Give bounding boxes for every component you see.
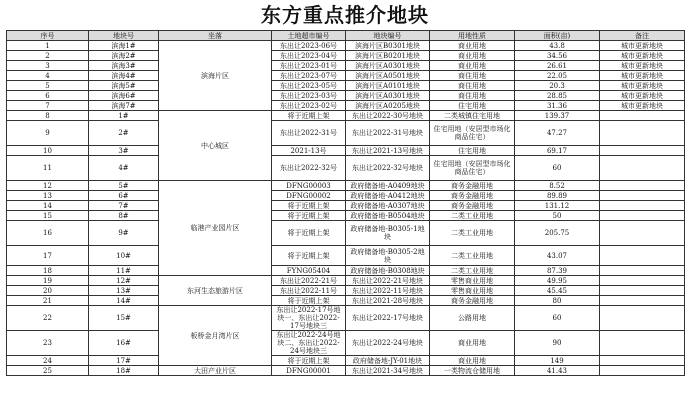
cell-note (600, 246, 685, 266)
cell-code: 政府储备地-A0307地块 (346, 201, 430, 211)
table-row (7, 191, 685, 201)
land-table (6, 30, 685, 376)
cell-no: 3 (7, 61, 89, 71)
cell-market: 将于近期上架 (272, 211, 346, 221)
cell-location: 板桥金月湾片区 (159, 306, 272, 366)
cell-market: 东出让2022-24号地块二、东出让2022-24号地块三 (272, 331, 346, 356)
cell-note (600, 181, 685, 191)
cell-note: 城市更新地块 (600, 51, 685, 61)
cell-plot: 滨海7# (89, 101, 159, 111)
cell-no: 22 (7, 306, 89, 331)
cell-use: 商业用地 (430, 356, 515, 366)
cell-use: 商业用地 (430, 331, 515, 356)
cell-area: 87.39 (515, 266, 600, 276)
cell-market: 东出让2022-21号 (272, 276, 346, 286)
cell-no: 23 (7, 331, 89, 356)
cell-no: 11 (7, 156, 89, 181)
cell-market: 东出让2022-31号 (272, 121, 346, 146)
cell-no: 7 (7, 101, 89, 111)
cell-market: 将于近期上架 (272, 246, 346, 266)
table-row (7, 331, 685, 356)
cell-no: 25 (7, 366, 89, 376)
table-row (7, 111, 685, 121)
col-header-land-use: 用地性质 (430, 31, 515, 41)
table-row (7, 61, 685, 71)
cell-note (600, 111, 685, 121)
cell-area: 149 (515, 356, 600, 366)
cell-note (600, 266, 685, 276)
cell-plot: 8# (89, 211, 159, 221)
cell-use: 零售商业用地 (430, 286, 515, 296)
table-row (7, 51, 685, 61)
cell-note (600, 221, 685, 246)
cell-plot: 滨海1# (89, 41, 159, 51)
cell-market: 东出让2022-11号 (272, 286, 346, 296)
table-row (7, 246, 685, 266)
cell-use: 二类工业用地 (430, 246, 515, 266)
cell-use: 公路用地 (430, 306, 515, 331)
col-header-market-code: 土地超市编号 (272, 31, 346, 41)
cell-note: 城市更新地块 (600, 41, 685, 51)
cell-plot: 15# (89, 306, 159, 331)
cell-code: 东出让2022-31号地块 (346, 121, 430, 146)
cell-area: 60 (515, 156, 600, 181)
col-header-note: 备注 (600, 31, 685, 41)
cell-market: 东出让2023-06号 (272, 41, 346, 51)
cell-use: 住宅用地（安居型市场化商品住宅） (430, 121, 515, 146)
cell-note: 城市更新地块 (600, 91, 685, 101)
cell-note (600, 306, 685, 331)
table-row (7, 91, 685, 101)
cell-code: 东出让2022-21号地块 (346, 276, 430, 286)
cell-code: 政府储备地-A0409地块 (346, 181, 430, 191)
table-row (7, 276, 685, 286)
table-row (7, 101, 685, 111)
cell-use: 商住用地 (430, 91, 515, 101)
cell-code: 东出让2021-34号地块 (346, 366, 430, 376)
cell-no: 5 (7, 81, 89, 91)
table-row (7, 201, 685, 211)
cell-note (600, 211, 685, 221)
cell-code: 政府储备地-B0305-1地块 (346, 221, 430, 246)
cell-code: 滨海片区A0301地块 (346, 91, 430, 101)
cell-code: 东出让2022-30号地块 (346, 111, 430, 121)
table-row (7, 211, 685, 221)
cell-market: 将于近期上架 (272, 201, 346, 211)
cell-no: 20 (7, 286, 89, 296)
cell-area: 90 (515, 331, 600, 356)
cell-use: 商务金融用地 (430, 181, 515, 191)
cell-no: 6 (7, 91, 89, 101)
cell-plot: 滨海6# (89, 91, 159, 101)
cell-code: 滨海片区B0301地块 (346, 41, 430, 51)
cell-plot: 12# (89, 276, 159, 286)
table-row (7, 71, 685, 81)
cell-market: 将于近期上架 (272, 221, 346, 246)
cell-note: 城市更新地块 (600, 71, 685, 81)
cell-plot: 11# (89, 266, 159, 276)
cell-market: 2021-13号 (272, 146, 346, 156)
cell-plot: 滨海5# (89, 81, 159, 91)
cell-no: 17 (7, 246, 89, 266)
cell-use: 商业用地 (430, 41, 515, 51)
table-row (7, 366, 685, 376)
cell-use: 一类物流仓储用地 (430, 366, 515, 376)
cell-note (600, 191, 685, 201)
table-row (7, 221, 685, 246)
cell-no: 13 (7, 191, 89, 201)
cell-no: 24 (7, 356, 89, 366)
cell-plot: 5# (89, 181, 159, 191)
cell-area: 47.27 (515, 121, 600, 146)
cell-use: 零售商业用地 (430, 276, 515, 286)
cell-area: 43.8 (515, 41, 600, 51)
col-header-location: 坐落 (159, 31, 272, 41)
cell-code: 政府储备地-B0305-2地块 (346, 246, 430, 266)
cell-use: 商业用地 (430, 51, 515, 61)
table-row (7, 296, 685, 306)
table-row (7, 81, 685, 91)
cell-plot: 滨海4# (89, 71, 159, 81)
cell-code: 滨海片区A0101地块 (346, 81, 430, 91)
cell-area: 69.17 (515, 146, 600, 156)
cell-use: 商业用地 (430, 61, 515, 71)
cell-code: 滨海片区B0201地块 (346, 51, 430, 61)
cell-note (600, 356, 685, 366)
cell-plot: 滨海2# (89, 51, 159, 61)
cell-location: 滨海片区 (159, 41, 272, 111)
cell-market: 东出让2023-02号 (272, 101, 346, 111)
cell-location: 临港产业园片区 (159, 181, 272, 276)
cell-area: 45.45 (515, 286, 600, 296)
cell-market: 东出让2023-05号 (272, 81, 346, 91)
cell-use: 商住用地 (430, 71, 515, 81)
cell-code: 政府储备地-B0504地块 (346, 211, 430, 221)
cell-plot: 16# (89, 331, 159, 356)
cell-plot: 18# (89, 366, 159, 376)
cell-code: 政府储备地-A0412地块 (346, 191, 430, 201)
cell-plot: 10# (89, 246, 159, 266)
cell-area: 205.75 (515, 221, 600, 246)
cell-no: 1 (7, 41, 89, 51)
table-row (7, 146, 685, 156)
cell-use: 商住用地 (430, 81, 515, 91)
cell-area: 20.3 (515, 81, 600, 91)
cell-market: DFNG00001 (272, 366, 346, 376)
cell-market: 东出让2023-01号 (272, 61, 346, 71)
cell-code: 滨海片区A0205地块 (346, 101, 430, 111)
cell-plot: 滨海3# (89, 61, 159, 71)
cell-market: FYNG05404 (272, 266, 346, 276)
cell-area: 22.05 (515, 71, 600, 81)
cell-plot: 4# (89, 156, 159, 181)
cell-market: 东出让2022-32号 (272, 156, 346, 181)
cell-note: 城市更新地块 (600, 61, 685, 71)
cell-note (600, 146, 685, 156)
cell-code: 政府储备地-JY-01地块 (346, 356, 430, 366)
cell-area: 34.56 (515, 51, 600, 61)
page-title: 东方重点推介地块 (261, 3, 429, 27)
cell-area: 49.95 (515, 276, 600, 286)
cell-area: 139.37 (515, 111, 600, 121)
cell-no: 14 (7, 201, 89, 211)
cell-code: 东出让2022-11号地块 (346, 286, 430, 296)
cell-no: 2 (7, 51, 89, 61)
cell-use: 住宅用地 (430, 101, 515, 111)
table-row (7, 156, 685, 181)
cell-use: 住宅用地（安居型市场化商品住宅） (430, 156, 515, 181)
cell-market: 东出让2023-03号 (272, 91, 346, 101)
cell-area: 43.07 (515, 246, 600, 266)
cell-area: 131.12 (515, 201, 600, 211)
cell-area: 89.89 (515, 191, 600, 201)
cell-area: 26.61 (515, 61, 600, 71)
table-row (7, 181, 685, 191)
col-header-area: 面积(亩) (515, 31, 600, 41)
cell-note (600, 121, 685, 146)
cell-market: 东出让2022-17号地块一、东出让2022-17号地块三 (272, 306, 346, 331)
cell-no: 19 (7, 276, 89, 286)
cell-note: 城市更新地块 (600, 81, 685, 91)
table-row (7, 306, 685, 331)
cell-code: 东出让2022-17号地块 (346, 306, 430, 331)
cell-plot: 1# (89, 111, 159, 121)
cell-market: 将于近期上架 (272, 111, 346, 121)
col-header-plot-code: 地块编号 (346, 31, 430, 41)
cell-location: 中心城区 (159, 111, 272, 181)
header-row (7, 31, 685, 41)
cell-location: 东河生态旅游片区 (159, 276, 272, 306)
cell-use: 商务金融用地 (430, 296, 515, 306)
table-row (7, 356, 685, 366)
cell-no: 15 (7, 211, 89, 221)
cell-plot: 3# (89, 146, 159, 156)
cell-market: DFNG00003 (272, 181, 346, 191)
cell-note (600, 201, 685, 211)
cell-market: 东出让2023-04号 (272, 51, 346, 61)
cell-note (600, 366, 685, 376)
cell-market: DFNG00002 (272, 191, 346, 201)
cell-area: 60 (515, 306, 600, 331)
cell-use: 二类工业用地 (430, 266, 515, 276)
cell-area: 8.52 (515, 181, 600, 191)
table-row (7, 121, 685, 146)
cell-plot: 9# (89, 221, 159, 246)
cell-area: 28.85 (515, 91, 600, 101)
cell-plot: 2# (89, 121, 159, 146)
col-header-no: 序号 (7, 31, 89, 41)
cell-use: 二类工业用地 (430, 211, 515, 221)
cell-note (600, 331, 685, 356)
cell-market: 将于近期上架 (272, 356, 346, 366)
cell-code: 东出让2022-32号地块 (346, 156, 430, 181)
cell-market: 东出让2023-07号 (272, 71, 346, 81)
cell-plot: 14# (89, 296, 159, 306)
cell-plot: 13# (89, 286, 159, 296)
col-header-plot: 地块号 (89, 31, 159, 41)
cell-note (600, 156, 685, 181)
cell-no: 21 (7, 296, 89, 306)
cell-no: 18 (7, 266, 89, 276)
cell-area: 80 (515, 296, 600, 306)
cell-code: 东出让2022-24号地块 (346, 331, 430, 356)
table-row (7, 41, 685, 51)
cell-use: 二类工业用地 (430, 221, 515, 246)
cell-code: 滨海片区A0301地块 (346, 61, 430, 71)
cell-code: 政府储备地-B0308地块 (346, 266, 430, 276)
cell-market: 将于近期上架 (272, 296, 346, 306)
cell-code: 东出让2021-13号地块 (346, 146, 430, 156)
cell-plot: 17# (89, 356, 159, 366)
cell-use: 二类城镇住宅用地 (430, 111, 515, 121)
cell-note: 城市更新地块 (600, 101, 685, 111)
cell-location: 大田产业片区 (159, 366, 272, 376)
cell-area: 31.36 (515, 101, 600, 111)
cell-no: 9 (7, 121, 89, 146)
cell-note (600, 296, 685, 306)
cell-code: 滨海片区A0501地块 (346, 71, 430, 81)
cell-no: 16 (7, 221, 89, 246)
cell-plot: 6# (89, 191, 159, 201)
cell-no: 8 (7, 111, 89, 121)
cell-code: 东出让2021-28号地块 (346, 296, 430, 306)
cell-no: 12 (7, 181, 89, 191)
cell-area: 50 (515, 211, 600, 221)
cell-note (600, 276, 685, 286)
cell-note (600, 286, 685, 296)
table-row (7, 266, 685, 276)
cell-no: 10 (7, 146, 89, 156)
cell-area: 41.43 (515, 366, 600, 376)
cell-plot: 7# (89, 201, 159, 211)
cell-use: 商务金融用地 (430, 201, 515, 211)
cell-use: 商务金融用地 (430, 191, 515, 201)
table-row (7, 286, 685, 296)
cell-use: 住宅用地 (430, 146, 515, 156)
cell-no: 4 (7, 71, 89, 81)
